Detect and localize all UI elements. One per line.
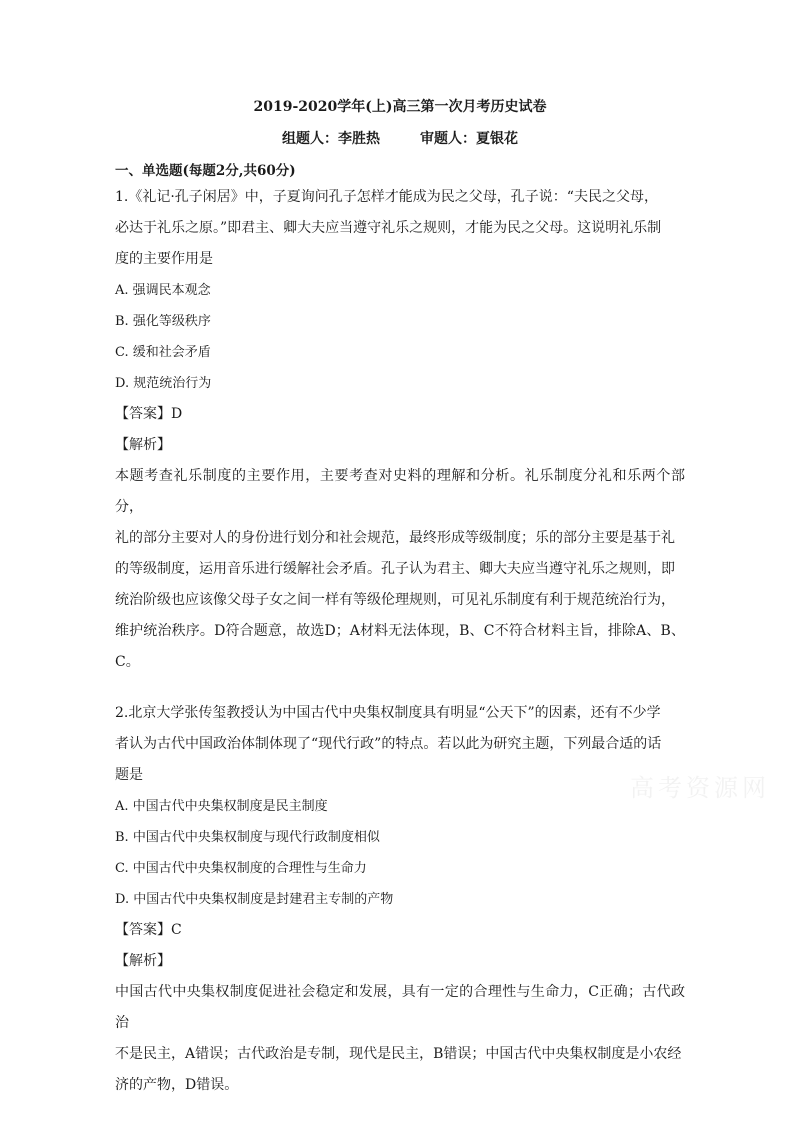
option-d: D. 中国古代中央集权制度是封建君主专制的产物 — [115, 892, 394, 907]
document-page — [115, 96, 685, 1101]
question-stem-line: 1.《礼记·孔子闲居》中，子夏询问孔子怎样才能成为民之父母，孔子说：“夫民之父母， — [115, 189, 658, 205]
question-stem-line: 者认为古代中国政治体制体现了“现代行政”的特点。若以此为研究主题，下列最合适的话 — [115, 736, 662, 752]
reviewer-label: 审题人：夏银花 — [420, 131, 518, 147]
analysis-line: 的等级制度，运用音乐进行缓解社会矛盾。孔子认为君主、卿大夫应当遵守礼乐之规则，即 — [115, 561, 675, 577]
answer-label: 【答案】D — [115, 406, 183, 422]
question-2 — [115, 698, 685, 1101]
option-a: A. 强调民本观念 — [115, 283, 211, 298]
analysis-line: 中国古代中央集权制度促进社会稳定和发展，具有一定的合理性与生命力，C正确；古代政治 — [115, 984, 685, 1031]
option-b: B. 中国古代中央集权制度与现代行政制度相似 — [115, 830, 380, 845]
question-stem-line: 题是 — [115, 767, 143, 783]
section-title: 一、单选题(每题2分,共60分) — [115, 163, 296, 179]
question-1 — [115, 182, 685, 678]
analysis-line: 济的产物，D错误。 — [115, 1077, 239, 1093]
analysis-label: 【解析】 — [115, 437, 171, 453]
answer-label: 【答案】C — [115, 922, 182, 938]
question-stem-line: 2.北京大学张传玺教授认为中国古代中央集权制度具有明显“公天下”的因素，还有不少学 — [115, 705, 661, 721]
analysis-line: 本题考查礼乐制度的主要作用，主要考查对史料的理解和分析。礼乐制度分礼和乐两个部分， — [115, 468, 685, 515]
analysis-line: 礼的部分主要对人的身份进行划分和社会规范，最终形成等级制度；乐的部分主要是基于礼 — [115, 530, 675, 546]
question-stem-line: 必达于礼乐之原。”即君主、卿大夫应当遵守礼乐之规则，才能为民之父母。这说明礼乐制 — [115, 220, 662, 236]
analysis-line: 不是民主，A错误；古代政治是专制，现代是民主，B错误；中国古代中央集权制度是小农经 — [115, 1046, 682, 1062]
analysis-line: 维护统治秩序。D符合题意，故选D；A材料无法体现，B、C不符合材料主旨，排除A、B、C。 — [115, 623, 685, 670]
option-a: A. 中国古代中央集权制度是民主制度 — [115, 799, 328, 814]
analysis-label: 【解析】 — [115, 953, 171, 969]
watermark: 高考资源网 — [630, 774, 770, 802]
option-c: C. 中国古代中央集权制度的合理性与生命力 — [115, 861, 367, 876]
analysis-line: 统治阶级也应该像父母子女之间一样有等级伦理规则，可见礼乐制度有利于规范统治行为， — [115, 592, 675, 608]
author-label: 组题人：李胜热 — [282, 131, 380, 147]
option-d: D. 规范统治行为 — [115, 376, 212, 391]
exam-title: 2019-2020学年(上)高三第一次月考历史试卷 — [253, 99, 547, 115]
option-c: C. 缓和社会矛盾 — [115, 345, 211, 360]
exam-credits — [115, 128, 685, 150]
option-b: B. 强化等级秩序 — [115, 314, 211, 329]
question-stem-line: 度的主要作用是 — [115, 251, 213, 267]
